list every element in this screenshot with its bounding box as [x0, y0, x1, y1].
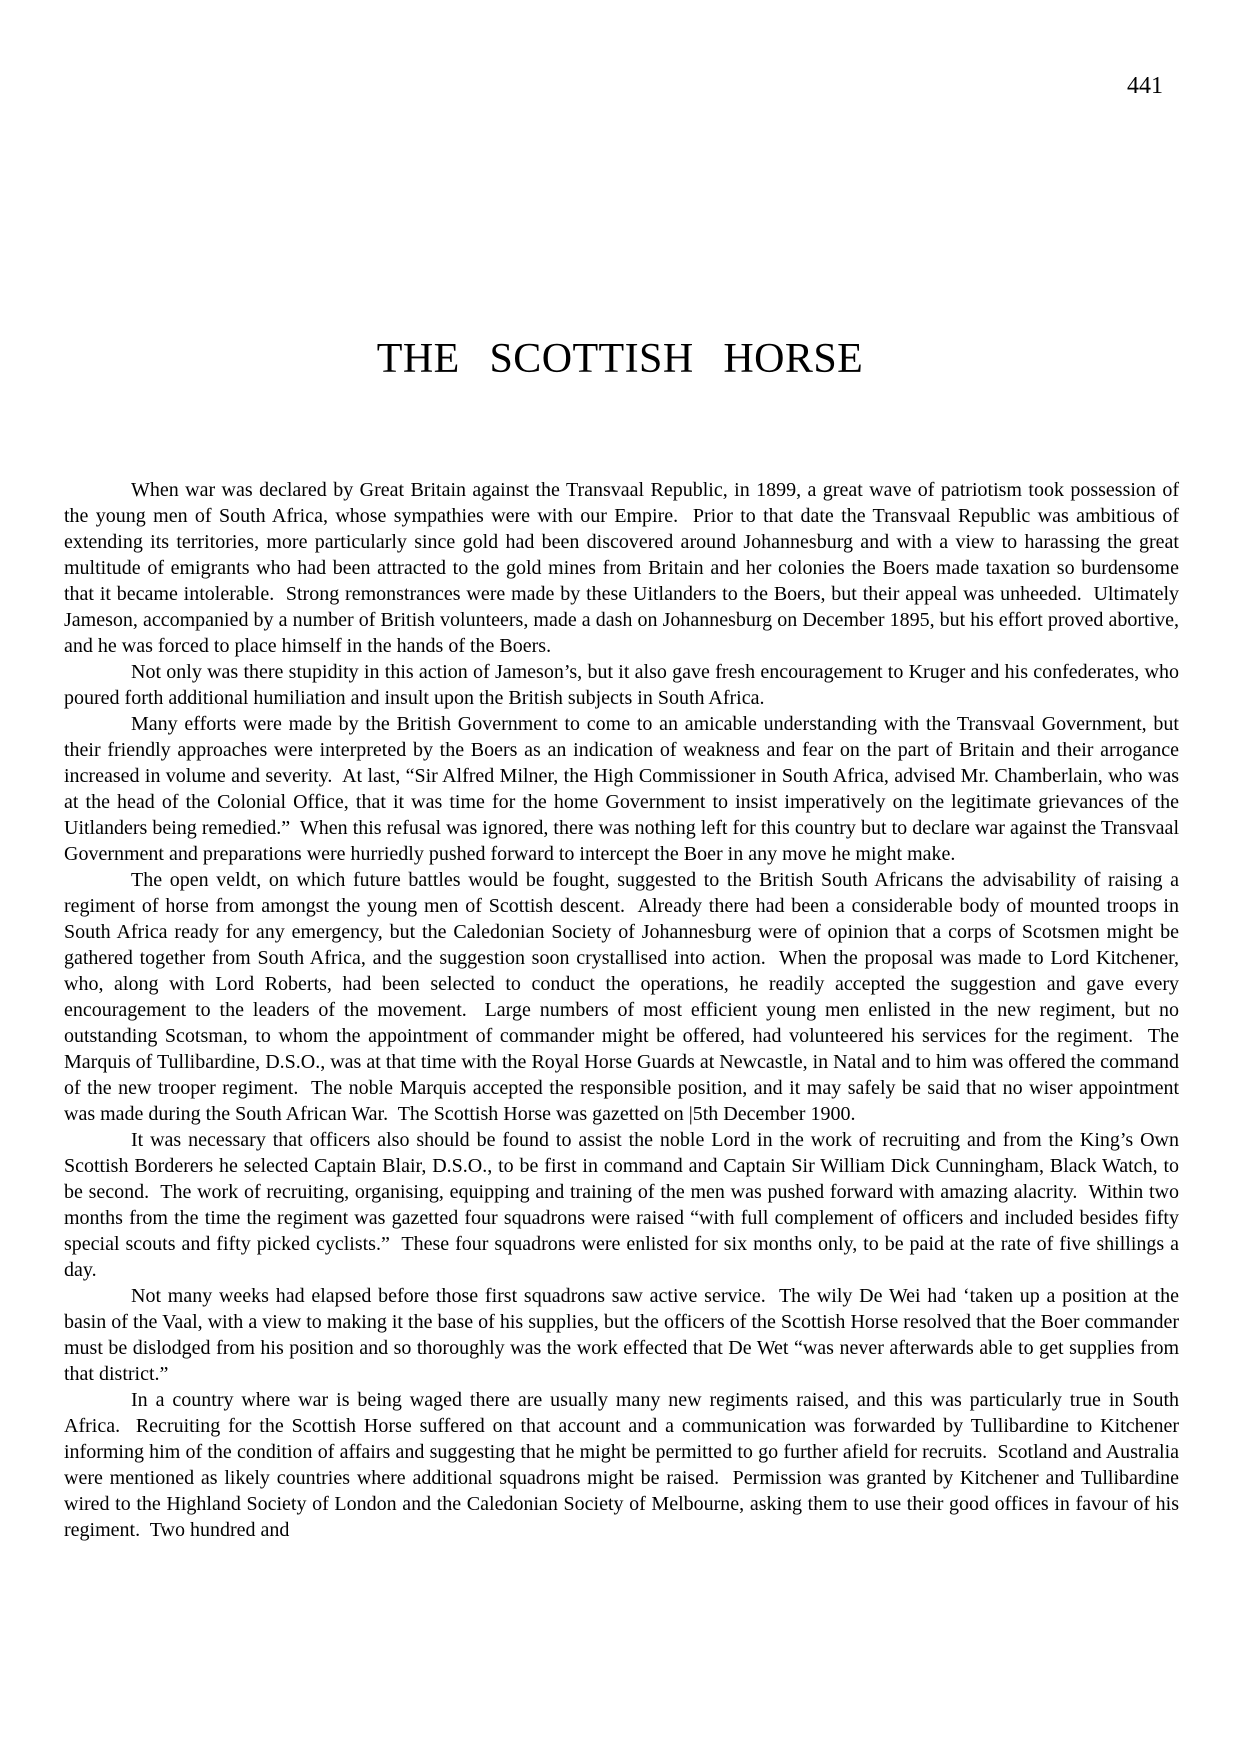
paragraph: Not many weeks had elapsed before those first squadrons saw active service. The wily De Wei had ‘taken up a position at the basin of the Vaal, with a view to making it the base of his supplies, but the officers of the Scottish Horse resolved that the Boer commander must be dislodged from his position and so thoroughly was the work effected that De Wet “was never afterwards able to get supplies from that district.” — [64, 1285, 1179, 1385]
body-text — [64, 477, 1179, 1543]
paragraph: The open veldt, on which future battles would be fought, suggested to the British South Africans the advisability of raising a regiment of horse from amongst the young men of Scottish descent. Already there had been a considerable body of mounted troops in South Africa ready for any emergency, but the Caledonian Society of Johannesburg were of opinion that a corps of Scotsmen might be gathered together from South Africa, and the suggestion soon crystallised into action. When the proposal was made to Lord Kitchener, who, along with Lord Roberts, had been selected to conduct the operations, he readily accepted the suggestion and gave every encouragement to the leaders of the movement. Large numbers of most efficient young men enlisted in the new regiment, but no outstanding Scotsman, to whom the appointment of commander might be offered, had volunteered his services for the regiment. The Marquis of Tullibardine, D.S.O., was at that time with the Royal Horse Guards at Newcastle, in Natal and to him was offered the command of the new trooper regiment. The noble Marquis accepted the responsible position, and it may safely be said that no wiser appointment was made during the South African War. The Scottish Horse was gazetted on |5th December 1900. — [64, 869, 1179, 1125]
paragraph: In a country where war is being waged there are usually many new regiments raised, and this was particularly true in South Africa. Recruiting for the Scottish Horse suffered on that account and a communication was forwarded by Tullibardine to Kitchener informing him of the condition of affairs and suggesting that he might be permitted to go further afield for recruits. Scotland and Australia were mentioned as likely countries where additional squadrons might be raised. Permission was granted by Kitchener and Tullibardine wired to the Highland Society of London and the Caledonian Society of Melbourne, asking them to use their good offices in favour of his regiment. Two hundred and — [64, 1389, 1179, 1541]
paragraph: When war was declared by Great Britain against the Transvaal Republic, in 1899, a great wave of patriotism took possession of the young men of South Africa, whose sympathies were with our Empire. Prior to that date the Transvaal Republic was ambitious of extending its territories, more particularly since gold had been discovered around Johannesburg and with a view to harassing the great multitude of emigrants who had been attracted to the gold mines from Britain and her colonies the Boers made taxation so burdensome that it became intolerable. Strong remonstrances were made by these Uitlanders to the Boers, but their appeal was unheeded. Ultimately Jameson, accompanied by a number of British volunteers, made a dash on Johannesburg on December 1895, but his effort proved abortive, and he was forced to place himself in the hands of the Boers. — [64, 479, 1179, 657]
paragraph: It was necessary that officers also should be found to assist the noble Lord in the work of recruiting and from the King’s Own Scottish Borderers he selected Captain Blair, D.S.O., to be first in command and Captain Sir William Dick Cunningham, Black Watch, to be second. The work of recruiting, organising, equipping and training of the men was pushed forward with amazing alacrity. Within two months from the time the regiment was gazetted four squadrons were raised “with full complement of officers and included besides fifty special scouts and fifty picked cyclists.” These four squadrons were enlisted for six months only, to be paid at the rate of five shillings a day. — [64, 1129, 1179, 1281]
page-number: 441 — [1127, 73, 1163, 99]
page-title: THE SCOTTISH HORSE — [376, 336, 864, 382]
paragraph: Many efforts were made by the British Government to come to an amicable understanding with the Transvaal Government, but their friendly approaches were interpreted by the Boers as an indication of weakness and fear on the part of Britain and their arrogance increased in volume and severity. At last, “Sir Alfred Milner, the High Commissioner in South Africa, advised Mr. Chamberlain, who was at the head of the Colonial Office, that it was time for the home Government to insist imperatively on the legitimate grievances of the Uitlanders being remedied.” When this refusal was ignored, there was nothing left for this country but to declare war against the Transvaal Government and preparations were hurriedly pushed forward to intercept the Boer in any move he might make. — [64, 713, 1179, 865]
paragraph: Not only was there stupidity in this action of Jameson’s, but it also gave fresh encouragement to Kruger and his confederates, who poured forth additional humiliation and insult upon the British subjects in South Africa. — [64, 661, 1179, 709]
